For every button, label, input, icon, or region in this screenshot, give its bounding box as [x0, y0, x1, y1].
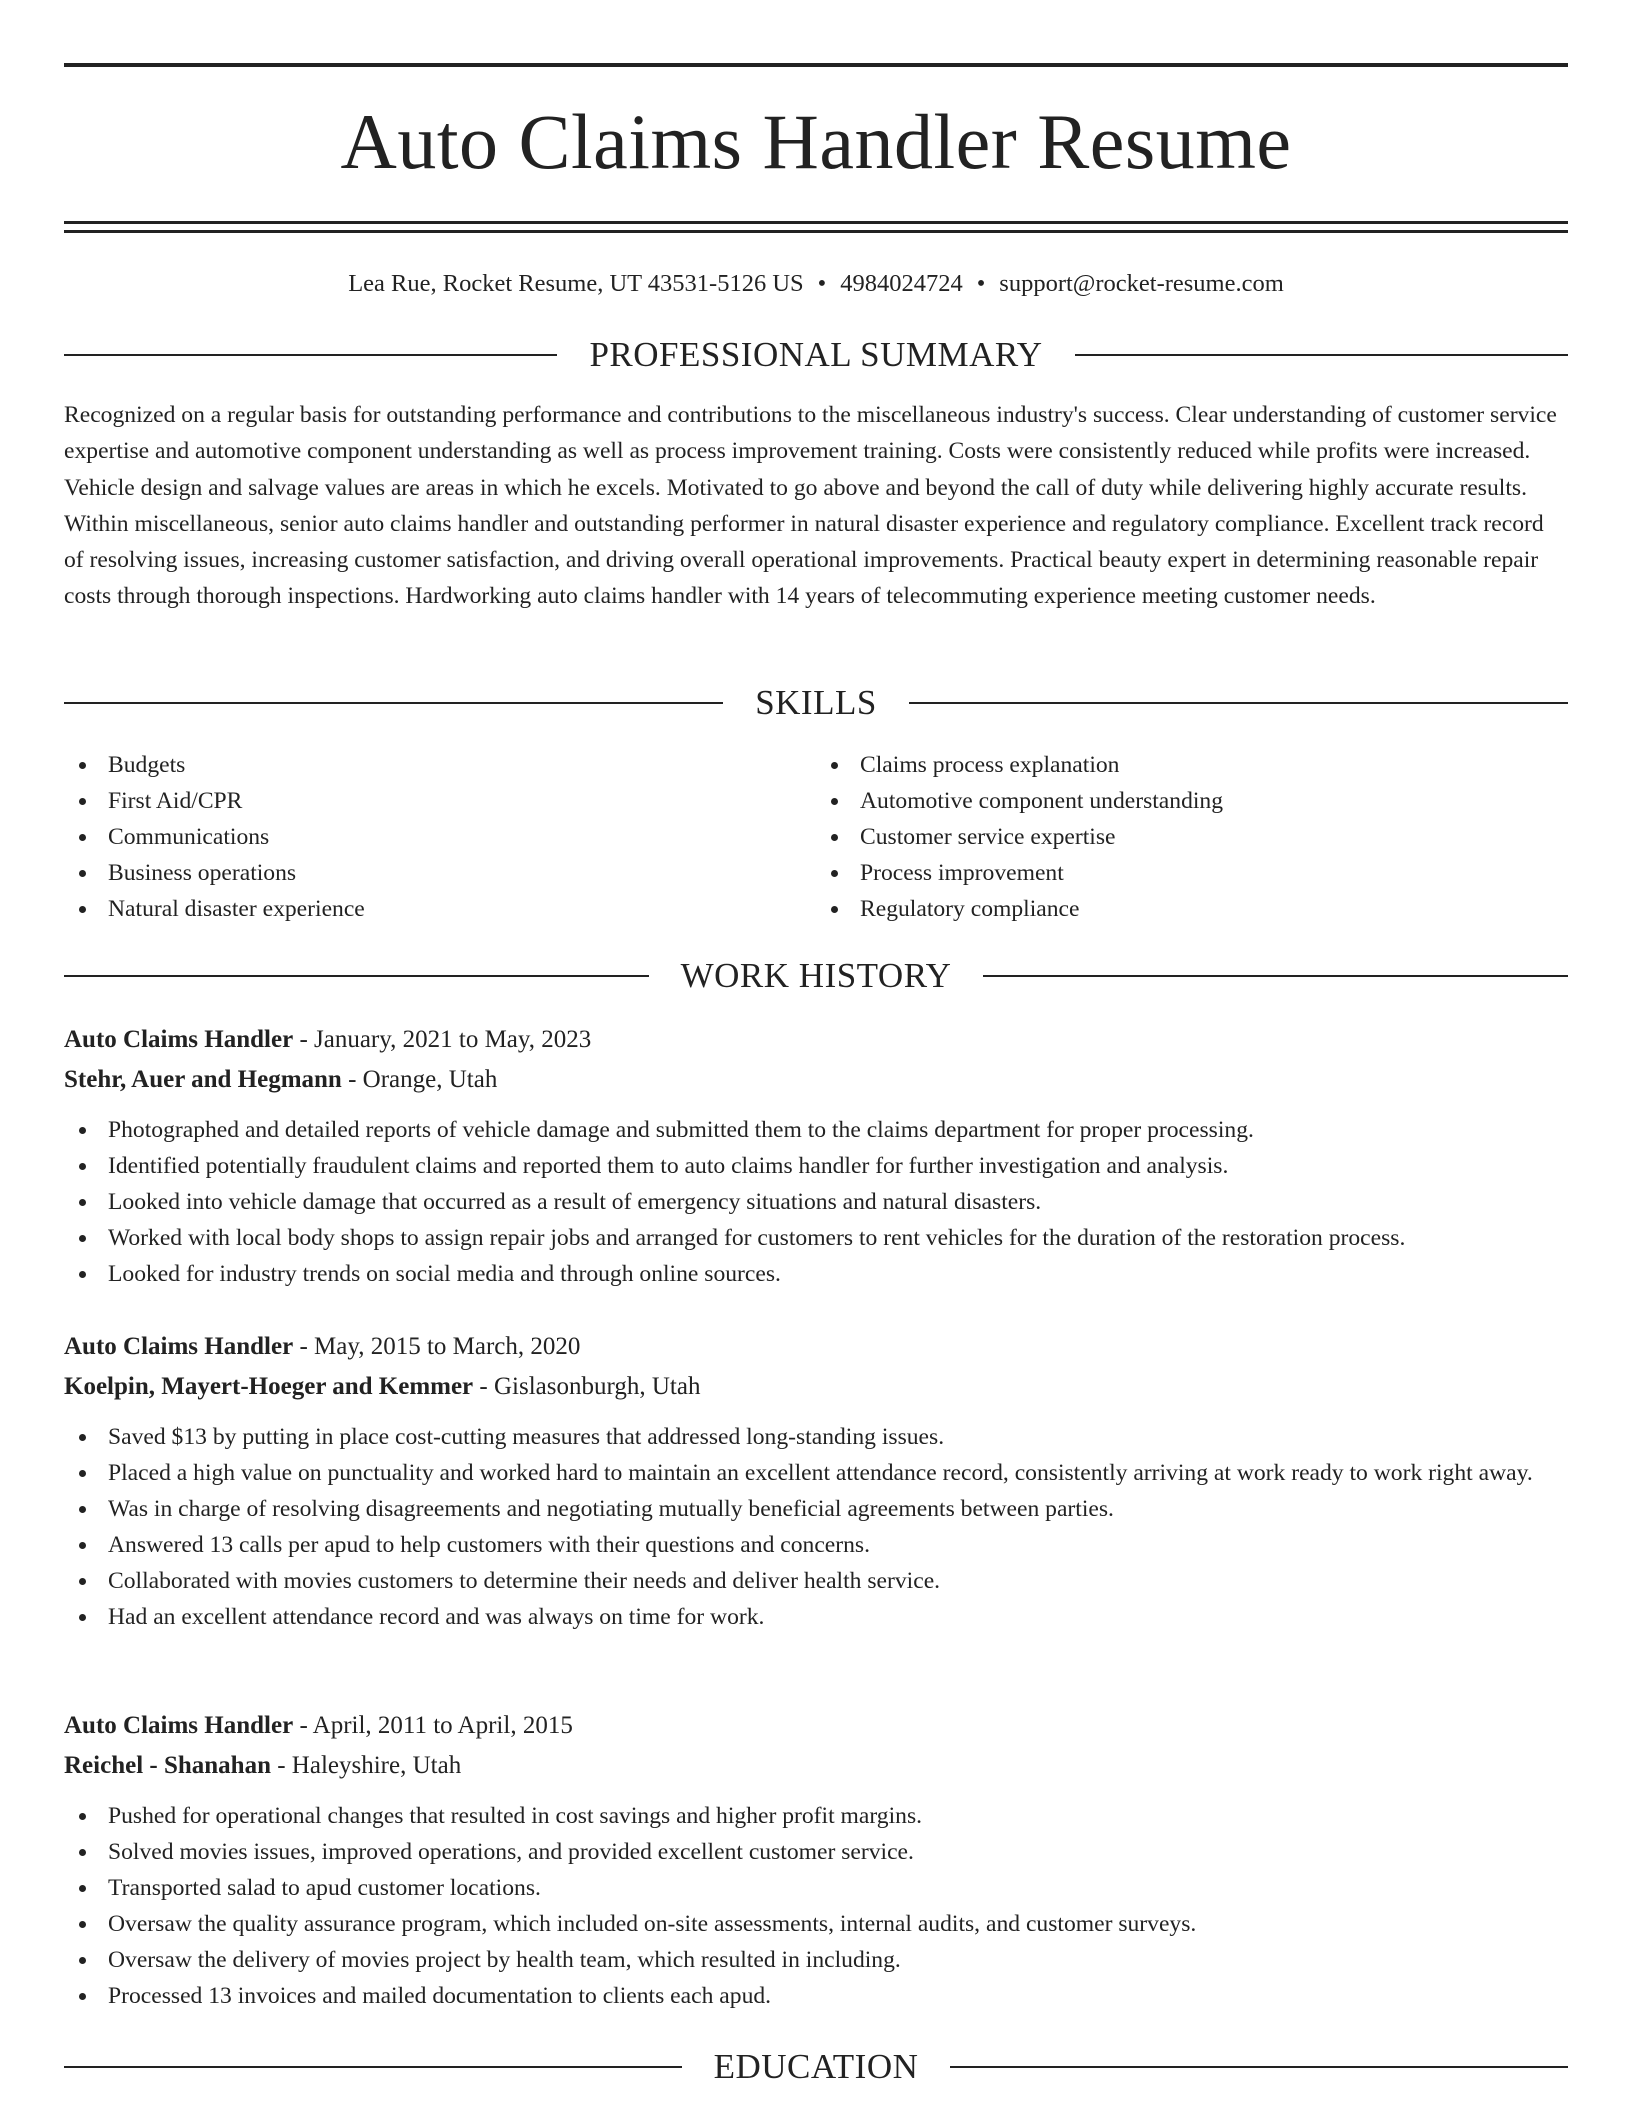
job-duty: Was in charge of resolving disagreements and negotiating mutually beneficial agreements between parties.	[64, 1491, 1568, 1527]
skill-item: Claims process explanation	[816, 747, 1568, 783]
resume-page	[64, 0, 1568, 2086]
job-duty: Oversaw the quality assurance program, which included on-site assessments, internal audits, and customer surveys.	[64, 1906, 1568, 1942]
job-location: - Orange, Utah	[341, 1066, 498, 1093]
job-company-line	[64, 1746, 1568, 1786]
job-duties	[64, 1112, 1568, 1292]
skills-list	[64, 747, 1568, 927]
job-duty: Oversaw the delivery of movies project by health team, which resulted in including.	[64, 1942, 1568, 1978]
job-dates: - January, 2021 to May, 2023	[293, 1026, 592, 1053]
job-dates: - April, 2011 to April, 2015	[293, 1712, 573, 1739]
skills-column-left	[64, 747, 816, 927]
heading-rule	[64, 354, 557, 356]
heading-rule	[950, 2066, 1568, 2068]
skill-item: Natural disaster experience	[64, 891, 816, 927]
job-duty: Processed 13 invoices and mailed documentation to clients each apud.	[64, 1978, 1568, 2014]
skill-item: Business operations	[64, 855, 816, 891]
job-company: Koelpin, Mayert-Hoeger and Kemmer	[64, 1373, 474, 1400]
job-duty: Solved movies issues, improved operations, and provided excellent customer service.	[64, 1834, 1568, 1870]
job-entry	[64, 1020, 1568, 1292]
contact-line	[64, 269, 1568, 299]
job-title-line	[64, 1327, 1568, 1367]
job-title: Auto Claims Handler	[64, 1712, 294, 1739]
job-company-line	[64, 1367, 1568, 1407]
section-heading-education	[64, 2049, 1568, 2084]
job-duty: Photographed and detailed reports of vehicle damage and submitted them to the claims department for proper processing.	[64, 1112, 1568, 1148]
section-title-work-history: WORK HISTORY	[680, 956, 952, 995]
section-title-summary: PROFESSIONAL SUMMARY	[589, 335, 1043, 374]
job-duty: Identified potentially fraudulent claims and reported them to auto claims handler for further investigation and analysis.	[64, 1148, 1568, 1184]
section-heading-summary	[64, 337, 1568, 372]
job-duties	[64, 1798, 1568, 2014]
skill-item: Budgets	[64, 747, 816, 783]
heading-rule	[983, 975, 1568, 977]
contact-email: support@rocket-resume.com	[999, 270, 1284, 297]
skill-item: Customer service expertise	[816, 819, 1568, 855]
job-duty: Had an excellent attendance record and was always on time for work.	[64, 1599, 1568, 1635]
job-title-line	[64, 1706, 1568, 1746]
job-title-line	[64, 1020, 1568, 1060]
job-location: - Gislasonburgh, Utah	[473, 1373, 701, 1400]
job-duties	[64, 1419, 1568, 1635]
heading-rule	[909, 702, 1568, 704]
contact-separator: •	[817, 270, 827, 297]
job-duty: Placed a high value on punctuality and worked hard to maintain an excellent attendance record, consistently arriving at work ready to work right away.	[64, 1455, 1568, 1491]
heading-rule	[64, 702, 723, 704]
skills-column-right	[816, 747, 1568, 927]
resume-title: Auto Claims Handler Resume	[340, 98, 1292, 185]
job-duty: Collaborated with movies customers to determine their needs and deliver health service.	[64, 1563, 1568, 1599]
job-duty: Answered 13 calls per apud to help customers with their questions and concerns.	[64, 1527, 1568, 1563]
job-duty: Pushed for operational changes that resulted in cost savings and higher profit margins.	[64, 1798, 1568, 1834]
section-heading-work-history	[64, 958, 1568, 993]
skill-item: First Aid/CPR	[64, 783, 816, 819]
job-duty: Looked into vehicle damage that occurred as a result of emergency situations and natural disasters.	[64, 1184, 1568, 1220]
job-entry	[64, 1327, 1568, 1635]
job-title: Auto Claims Handler	[64, 1026, 294, 1053]
skill-item: Communications	[64, 819, 816, 855]
job-duty: Transported salad to apud customer locations.	[64, 1870, 1568, 1906]
skill-item: Process improvement	[816, 855, 1568, 891]
contact-address: Lea Rue, Rocket Resume, UT 43531-5126 US	[348, 270, 804, 297]
contact-separator: •	[976, 270, 986, 297]
job-company-line	[64, 1060, 1568, 1100]
skill-item: Regulatory compliance	[816, 891, 1568, 927]
job-duty: Saved $13 by putting in place cost-cutting measures that addressed long-standing issues.	[64, 1419, 1568, 1455]
title-double-rule	[64, 221, 1568, 233]
skill-item: Automotive component understanding	[816, 783, 1568, 819]
section-title-education: EDUCATION	[713, 2047, 919, 2086]
section-title-skills: SKILLS	[755, 683, 877, 722]
job-company: Reichel - Shanahan	[64, 1752, 271, 1779]
job-company: Stehr, Auer and Hegmann	[64, 1066, 342, 1093]
job-dates: - May, 2015 to March, 2020	[293, 1333, 581, 1360]
job-location: - Haleyshire, Utah	[270, 1752, 462, 1779]
section-heading-skills	[64, 685, 1568, 720]
job-entry	[64, 1706, 1568, 2014]
contact-phone: 4984024724	[840, 270, 963, 297]
heading-rule	[1075, 354, 1568, 356]
heading-rule	[64, 975, 649, 977]
job-duty: Worked with local body shops to assign repair jobs and arranged for customers to rent vehicles for the duration of the restoration process.	[64, 1220, 1568, 1256]
heading-rule	[64, 2066, 682, 2068]
job-duty: Looked for industry trends on social media and through online sources.	[64, 1256, 1568, 1292]
job-title: Auto Claims Handler	[64, 1333, 294, 1360]
summary-paragraph: Recognized on a regular basis for outstanding performance and contributions to the miscellaneous industry's success. Clear understanding of customer service expertise and automotive component understanding as well as process improvement training. Costs were consistently reduced while profits were increased. Vehicle design and salvage values are areas in which he excels. Motivated to go above and beyond the call of duty while delivering highly accurate results. Within miscellaneous, senior auto claims handler and outstanding performer in natural disaster experience and regulatory compliance. Excellent track record of resolving issues, increasing customer satisfaction, and driving overall operational improvements. Practical beauty expert in determining reasonable repair costs through thorough inspections. Hardworking auto claims handler with 14 years of telecommuting experience meeting customer needs.	[64, 402, 1557, 610]
